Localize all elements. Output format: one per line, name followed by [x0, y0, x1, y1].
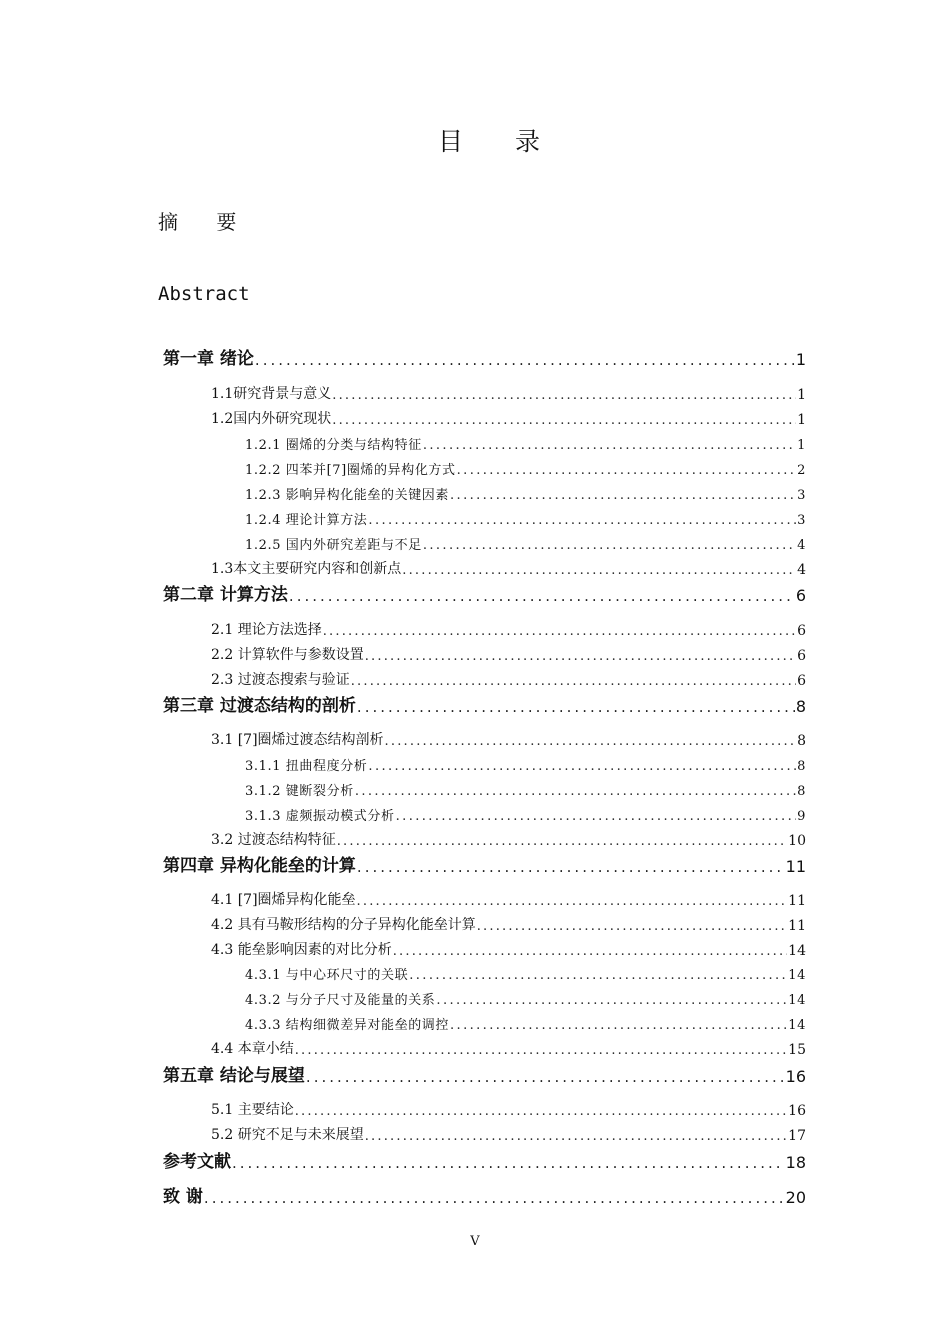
toc-entry-label: 5.1 主要结论 — [211, 1102, 294, 1118]
toc-leader-dots — [423, 438, 796, 453]
toc-entry-label: 第三章 过渡态结构的剖析 — [163, 696, 356, 716]
toc-entry[interactable] — [163, 345, 806, 369]
toc-entry-page: 8 — [797, 759, 806, 774]
toc-entry-label: 4.4 本章小结 — [211, 1041, 294, 1057]
toc-entry-label: 1.2.4 理论计算方法 — [245, 513, 368, 528]
toc-entry-label: 1.2.2 四苯并[7]圈烯的异构化方式 — [245, 463, 456, 478]
toc-entry-label: 3.1 [7]圈烯过渡态结构剖析 — [211, 732, 384, 748]
toc-leader-dots — [351, 674, 796, 689]
toc-entry[interactable] — [245, 988, 806, 1008]
toc-entry-page: 16 — [785, 1067, 806, 1086]
toc-entry[interactable] — [211, 729, 806, 749]
toc-leader-dots — [365, 1129, 787, 1144]
page-number-footer: V — [470, 1234, 480, 1249]
toc-entry-label: 4.3.2 与分子尺寸及能量的关系 — [245, 993, 436, 1008]
toc-leader-dots — [450, 1018, 787, 1033]
toc-leader-dots — [289, 587, 795, 605]
toc-entry-label: 4.3 能垒影响因素的对比分析 — [211, 942, 392, 958]
toc-entry[interactable] — [163, 692, 806, 716]
toc-entry[interactable] — [245, 433, 806, 453]
toc-entry-page: 10 — [788, 833, 806, 849]
toc-entry-page: 18 — [785, 1153, 806, 1172]
toc-leader-dots — [409, 968, 787, 983]
toc-entry[interactable] — [211, 408, 806, 428]
toc-leader-dots — [295, 1104, 787, 1119]
toc-entry-page: 11 — [788, 893, 806, 909]
toc-leader-dots — [450, 488, 796, 503]
toc-leader-dots — [423, 538, 796, 553]
toc-entry[interactable] — [211, 829, 806, 849]
toc-entry-label: 第二章 计算方法 — [163, 585, 288, 605]
toc-entry-page: 14 — [788, 1018, 806, 1033]
toc-entry-label: 1.3本文主要研究内容和创新点 — [211, 561, 402, 577]
toc-entry-page: 8 — [797, 784, 806, 799]
toc-entry-page: 9 — [797, 809, 806, 824]
toc-entry-label: 1.2.1 圈烯的分类与结构特征 — [245, 438, 422, 453]
toc-entry[interactable] — [245, 458, 806, 478]
toc-entry-page: 6 — [797, 673, 806, 689]
toc-entry-label: 1.1研究背景与意义 — [211, 386, 332, 402]
toc-leader-dots — [323, 624, 796, 639]
toc-entry-page: 14 — [788, 943, 806, 959]
toc-leader-dots — [457, 463, 797, 478]
toc-entry-page: 4 — [797, 562, 806, 578]
toc-entry-label: 4.3.3 结构细微差异对能垒的调控 — [245, 1018, 450, 1033]
toc-leader-dots — [337, 834, 787, 849]
toc-entry-label: 4.3.1 与中心环尺寸的关联 — [245, 968, 409, 983]
toc-entry-page: 17 — [788, 1128, 806, 1144]
toc-leader-dots — [396, 809, 797, 824]
toc-entry[interactable] — [211, 619, 806, 639]
toc-entry[interactable] — [245, 754, 806, 774]
toc-entry-page: 2 — [797, 463, 806, 478]
toc-entry-label: 第五章 结论与展望 — [163, 1066, 305, 1086]
toc-entry[interactable] — [211, 669, 806, 689]
toc-entry[interactable] — [211, 889, 806, 909]
toc-entry-label: 3.1.3 虚频振动模式分析 — [245, 809, 395, 824]
toc-entry-page: 8 — [795, 697, 806, 716]
toc-entry-page: 6 — [797, 623, 806, 639]
toc-leader-dots — [232, 1154, 785, 1172]
toc-entry-page: 11 — [788, 918, 806, 934]
toc-leader-dots — [255, 351, 795, 369]
toc-leader-dots — [357, 894, 788, 909]
toc-entry-page: 16 — [788, 1103, 806, 1119]
toc-entry-label: 1.2国内外研究现状 — [211, 411, 332, 427]
toc-entry[interactable] — [163, 581, 806, 605]
toc-leader-dots — [365, 649, 796, 664]
toc-entry-label: 1.2.5 国内外研究差距与不足 — [245, 538, 422, 553]
toc-entry-page: 20 — [785, 1188, 806, 1207]
toc-entry-page: 1 — [797, 438, 806, 453]
toc-entry-page: 8 — [797, 733, 806, 749]
toc-entry[interactable] — [163, 1183, 806, 1207]
toc-leader-dots — [477, 919, 787, 934]
toc-entry[interactable] — [211, 1124, 806, 1144]
toc-entry-page: 3 — [797, 488, 806, 503]
toc-entry-page: 14 — [788, 993, 806, 1008]
toc-entry[interactable] — [211, 1099, 806, 1119]
toc-entry[interactable] — [245, 779, 806, 799]
toc-leader-dots — [306, 1068, 785, 1086]
toc-entry-label: 5.2 研究不足与未来展望 — [211, 1127, 364, 1143]
toc-entry-label: 致 谢 — [163, 1187, 203, 1207]
toc-entry[interactable] — [245, 804, 806, 824]
toc-entry[interactable] — [211, 1038, 806, 1058]
toc-entry-page: 1 — [797, 412, 806, 428]
toc-entry[interactable] — [163, 1062, 806, 1086]
toc-leader-dots — [332, 413, 796, 428]
toc-entry[interactable] — [245, 533, 806, 553]
toc-entry[interactable] — [163, 852, 806, 876]
toc-entry[interactable] — [245, 483, 806, 503]
toc-entry-page: 6 — [795, 586, 806, 605]
toc-entry-label: 第四章 异构化能垒的计算 — [163, 856, 356, 876]
toc-entry[interactable] — [245, 1013, 806, 1033]
toc-entry-label: 3.2 过渡态结构特征 — [211, 832, 336, 848]
toc-entry-label: 3.1.2 键断裂分析 — [245, 784, 354, 799]
toc-leader-dots — [402, 563, 796, 578]
toc-entry[interactable] — [163, 1148, 806, 1172]
toc-entry-page: 1 — [797, 387, 806, 403]
toc-leader-dots — [368, 759, 796, 774]
toc-entry[interactable] — [211, 914, 806, 934]
toc-entry[interactable] — [245, 963, 806, 983]
toc-leader-dots — [393, 944, 787, 959]
toc-entry-page: 4 — [797, 538, 806, 553]
toc-entry-label: 4.1 [7]圈烯异构化能垒 — [211, 892, 356, 908]
toc-leader-dots — [368, 513, 796, 528]
toc-leader-dots — [357, 698, 795, 716]
toc-entry-label: 4.2 具有马鞍形结构的分子异构化能垒计算 — [211, 917, 476, 933]
toc-entry-page: 14 — [788, 968, 806, 983]
toc-entry-page: 3 — [797, 513, 806, 528]
toc-entry[interactable] — [245, 508, 806, 528]
toc-entry-page: 1 — [795, 350, 806, 369]
toc-leader-dots — [385, 734, 797, 749]
toc-entry[interactable] — [211, 939, 806, 959]
toc-entry-label: 参考文献 — [163, 1152, 231, 1172]
toc-leader-dots — [332, 388, 796, 403]
toc-leader-dots — [436, 993, 787, 1008]
toc-entry[interactable] — [211, 644, 806, 664]
toc-entry-label: 2.1 理论方法选择 — [211, 622, 322, 638]
toc-front-abstract-en[interactable]: Abstract — [158, 283, 250, 305]
toc-leader-dots — [295, 1043, 787, 1058]
toc-front-abstract-cn[interactable]: 摘 要 — [158, 210, 253, 234]
toc-entry-label: 第一章 绪论 — [163, 349, 254, 369]
toc-entry[interactable] — [211, 558, 806, 578]
toc-leader-dots — [355, 784, 796, 799]
toc-entry-label: 3.1.1 扭曲程度分析 — [245, 759, 368, 774]
toc-entry-page: 11 — [785, 857, 806, 876]
toc-entry-label: 2.2 计算软件与参数设置 — [211, 647, 364, 663]
toc-entry-page: 6 — [797, 648, 806, 664]
toc-entry-label: 2.3 过渡态搜索与验证 — [211, 672, 350, 688]
toc-entry-label: 1.2.3 影响异构化能垒的关键因素 — [245, 488, 450, 503]
toc-leader-dots — [204, 1189, 785, 1207]
toc-entry-page: 15 — [788, 1042, 806, 1058]
toc-entry[interactable] — [211, 383, 806, 403]
page-title: 目 录 — [438, 127, 562, 156]
toc-leader-dots — [357, 858, 785, 876]
